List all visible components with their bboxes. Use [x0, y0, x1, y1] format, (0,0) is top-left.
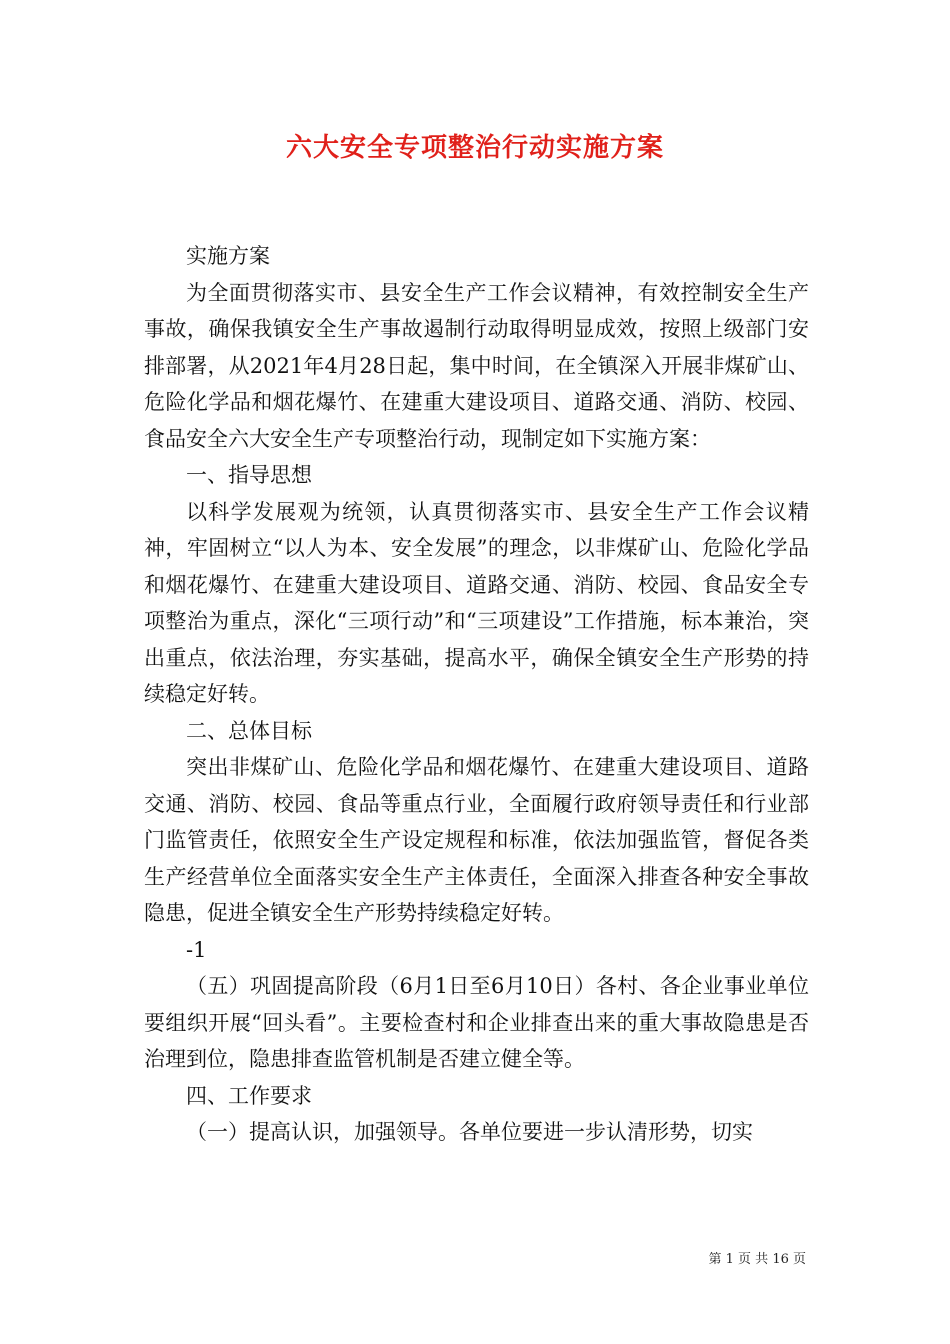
paragraph: （五）巩固提高阶段（6月1日至6月10日）各村、各企业事业单位要组织开展“回头看”。主要检查村和企业排查出来的重大事故隐患是否治理到位，隐患排查监管机制是否建立健全等。: [144, 974, 809, 1071]
paragraph: 以科学发展观为统领，认真贯彻落实市、县安全生产工作会议精神，牢固树立“以人为本、安全发展”的理念，以非煤矿山、危险化学品和烟花爆竹、在建重大建设项目、道路交通、消防、校园、食品安全专项整治为重点，深化“三项行动”和“三项建设”工作措施，标本兼治，突出重点，依法治理，夯实基础，提高水平，确保全镇安全生产形势的持续稳定好转。: [144, 499, 809, 706]
section-heading: 二、总体目标: [186, 718, 312, 743]
document-title: 六大安全专项整治行动实施方案: [285, 133, 664, 163]
paragraph: 突出非煤矿山、危险化学品和烟花爆竹、在建重大建设项目、道路交通、消防、校园、食品等重点行业，全面履行政府领导责任和行业部门监管责任，依照安全生产设定规程和标准，依法加强监管，督促各类生产经营单位全面落实安全生产主体责任，全面深入排查各种安全事故隐患，促进全镇安全生产形势持续稳定好转。: [144, 755, 809, 925]
page-marker: -1: [186, 937, 207, 962]
section-heading: 四、工作要求: [186, 1083, 312, 1108]
paragraph: （一）提高认识，加强领导。各单位要进一步认清形势，切实: [186, 1120, 753, 1144]
section-heading: 一、指导思想: [186, 463, 312, 487]
page-number: 第 1 页 共 16 页: [708, 1252, 806, 1267]
paragraph: 为全面贯彻落实市、县安全生产工作会议精神，有效控制安全生产事故，确保我镇安全生产事故遏制行动取得明显成效，按照上级部门安排部署，从2021年4月28日起，集中时间，在全镇深入开展非煤矿山、危险化学品和烟花爆竹、在建重大建设项目、道路交通、消防、校园、食品安全六大安全生产专项整治行动，现制定如下实施方案：: [144, 280, 809, 451]
document-body: [144, 238, 809, 1151]
section-heading: 实施方案: [186, 244, 270, 268]
